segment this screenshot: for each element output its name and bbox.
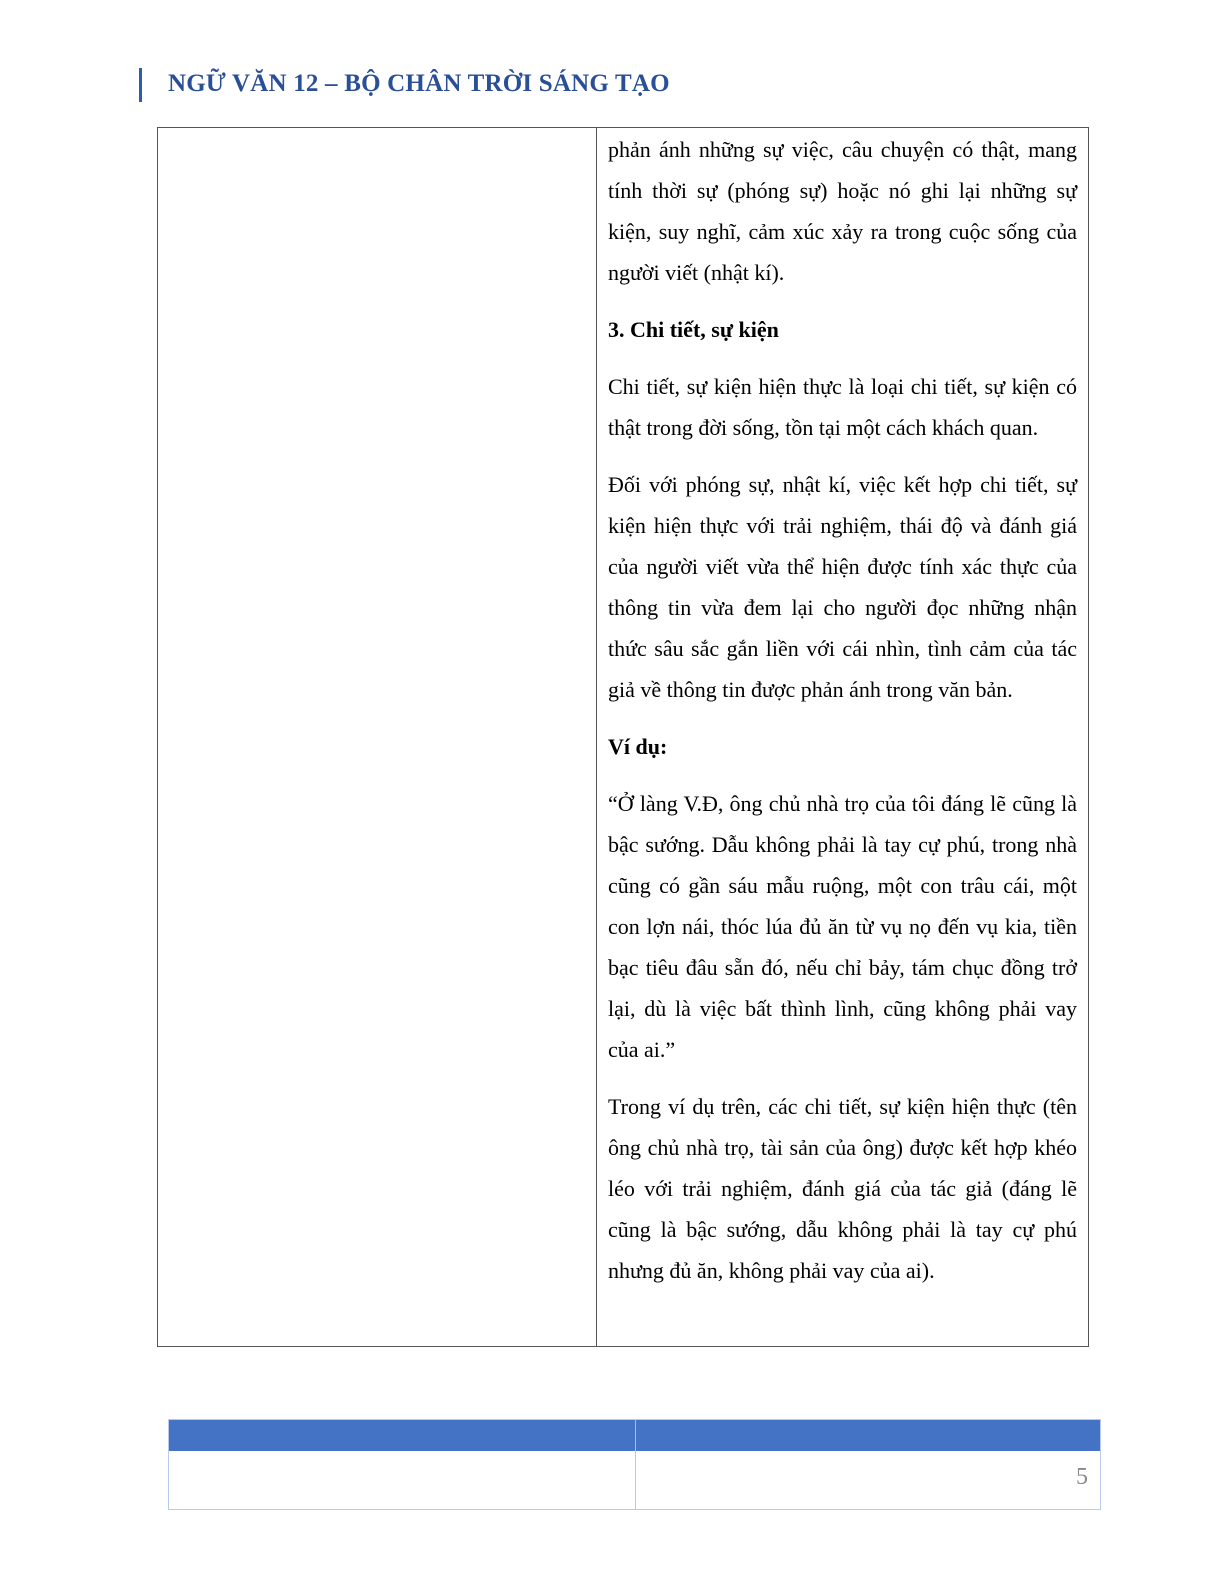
table-left-column	[158, 128, 597, 1346]
table-right-column	[597, 128, 1088, 1346]
example-label: Ví dụ:	[608, 734, 668, 759]
header-accent-bar	[139, 68, 142, 102]
example-quote: “Ở làng V.Đ, ông chủ nhà trọ của tôi đáng lẽ cũng là bậc sướng. Dẫu không phải là tay cự phú, trong nhà cũng có gần sáu mẫu ruộng, một con trâu cái, một con lợn nái, thóc lúa đủ ăn từ vụ nọ đến vụ kia, tiền bạc tiêu đâu sẵn đó, nếu chỉ bảy, tám chục đồng trở lại, dù là việc bất thình lình, cũng không phải vay của ai.”	[608, 791, 1077, 1062]
footer-header-divider	[635, 1420, 636, 1451]
footer-table	[168, 1419, 1101, 1510]
page-number: 5	[1076, 1464, 1088, 1490]
page-header-title: NGỮ VĂN 12 – BỘ CHÂN TRỜI SÁNG TẠO	[168, 70, 670, 97]
section-heading: 3. Chi tiết, sự kiện	[608, 317, 779, 342]
analysis-paragraph: Trong ví dụ trên, các chi tiết, sự kiện hiện thực (tên ông chủ nhà trọ, tài sản của ông) được kết hợp khéo léo với trải nghiệm, đánh giá của tác giả (đáng lẽ cũng là bậc sướng, dẫu không phải là tay cự phú nhưng đủ ăn, không phải vay của ai).	[608, 1094, 1077, 1283]
content-table	[157, 127, 1089, 1347]
combination-paragraph: Đối với phóng sự, nhật kí, việc kết hợp chi tiết, sự kiện hiện thực với trải nghiệm, thái độ và đánh giá của người viết vừa thể hiện được tính xác thực của thông tin vừa đem lại cho người đọc những nhận thức sâu sắc gắn liền với cái nhìn, tình cảm của tác giả về thông tin được phản ánh trong văn bản.	[608, 472, 1077, 702]
intro-paragraph: phản ánh những sự việc, câu chuyện có thật, mang tính thời sự (phóng sự) hoặc nó ghi lại những sự kiện, suy nghĩ, cảm xúc xảy ra trong cuộc sống của người viết (nhật kí).	[608, 137, 1077, 285]
definition-paragraph: Chi tiết, sự kiện hiện thực là loại chi tiết, sự kiện có thật trong đời sống, tồn tại một cách khách quan.	[608, 374, 1077, 440]
